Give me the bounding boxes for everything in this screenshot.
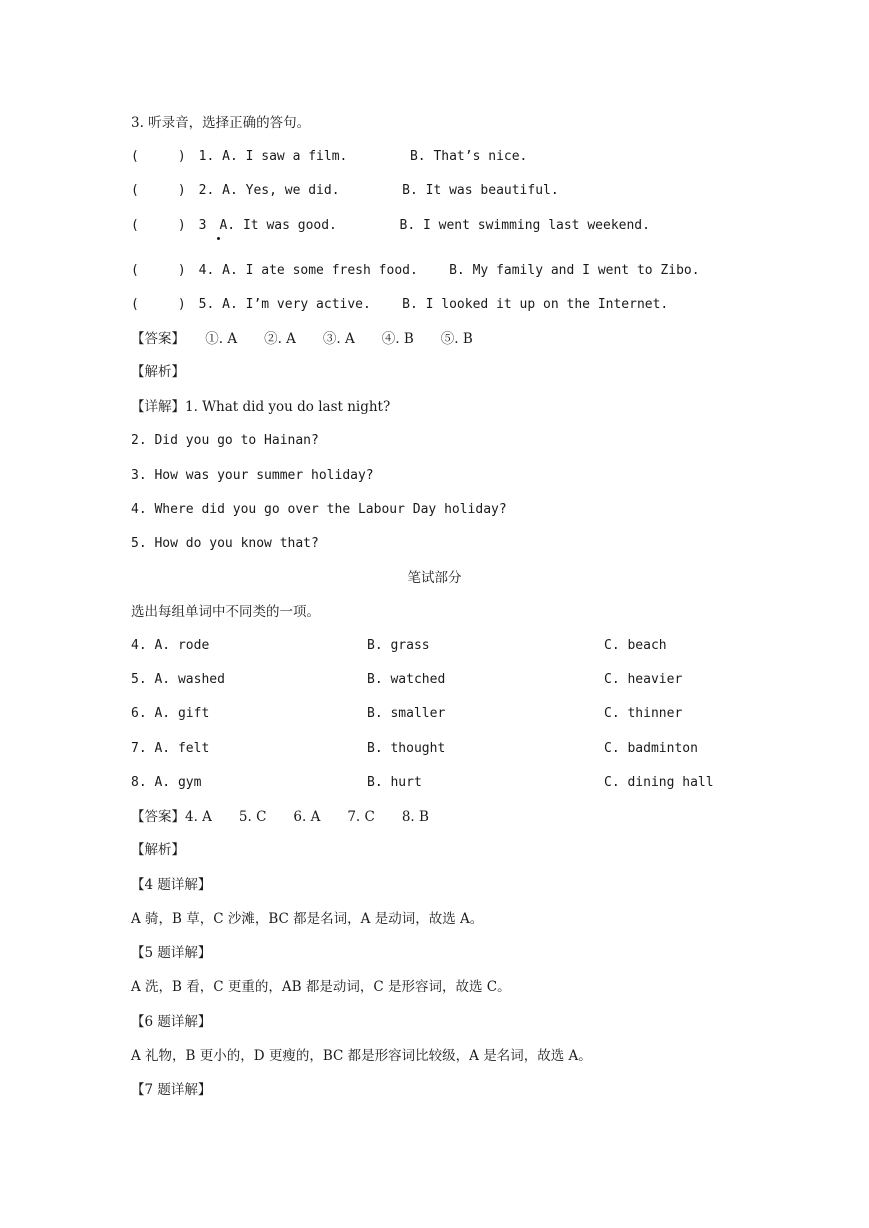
listening-answer: 【答案】 ①. A ②. A ③. A ④. B ⑤. B [131,331,473,347]
row-4-option-a: 4. A. rode [131,638,210,653]
listening-detail-1: 【详解】1. What did you do last night? [131,399,391,415]
row-5-option-b: B. watched [367,672,446,687]
row-8-option-c: C. dining hall [604,775,714,790]
row-6-option-c: C. thinner [604,706,683,721]
explanation-5-label: 【5 题详解】 [131,945,212,961]
listening-detail-3: 3. How was your summer holiday? [131,468,374,483]
listening-detail-2: 2. Did you go to Hainan? [131,433,319,448]
row-4-option-c: C. beach [604,638,667,653]
explanation-7-label: 【7 题详解】 [131,1082,212,1098]
listening-item-4: ( ) 4. A. I ate some fresh food. B. My family and I went to Zibo. [131,263,700,278]
explanation-6-label: 【6 题详解】 [131,1014,212,1030]
listening-item-2: ( ) 2. A. Yes, we did. B. It was beautiful. [131,183,559,198]
written-instruction: 选出每组单词中不同类的一项。 [131,604,320,620]
section-title: 笔试部分 [407,570,462,586]
written-answer: 【答案】4. A 5. C 6. A 7. C 8. B [131,809,429,825]
row-6-option-a: 6. A. gift [131,706,210,721]
listening-heading: 3. 听录音，选择正确的答句。 [131,115,311,131]
stray-dot-mark [217,237,220,240]
listening-analysis-label: 【解析】 [131,364,185,380]
explanation-4-text: A 骑，B 草，C 沙滩，BC 都是名词，A 是动词，故选 A。 [131,911,484,927]
written-analysis-label: 【解析】 [131,842,185,858]
listening-item-5: ( ) 5. A. I’m very active. B. I looked it up on the Internet. [131,297,669,312]
row-6-option-b: B. smaller [367,706,446,721]
explanation-6-text: A 礼物，B 更小的，D 更瘦的，BC 都是形容词比较级，A 是名词，故选 A。 [131,1048,592,1064]
row-7-option-a: 7. A. felt [131,741,210,756]
explanation-4-label: 【4 题详解】 [131,877,212,893]
listening-detail-5: 5. How do you know that? [131,536,319,551]
row-5-option-a: 5. A. washed [131,672,225,687]
row-8-option-b: B. hurt [367,775,422,790]
row-7-option-b: B. thought [367,741,446,756]
row-4-option-b: B. grass [367,638,430,653]
row-8-option-a: 8. A. gym [131,775,202,790]
listening-item-1: ( ) 1. A. I saw a film. B. That’s nice. [131,149,528,164]
row-5-option-c: C. heavier [604,672,683,687]
row-7-option-c: C. badminton [604,741,698,756]
listening-item-3: ( ) 3 A. It was good. B. I went swimming last weekend. [131,218,650,233]
listening-detail-4: 4. Where did you go over the Labour Day holiday? [131,502,507,517]
explanation-5-text: A 洗，B 看，C 更重的，AB 都是动词，C 是形容词，故选 C。 [131,979,511,995]
